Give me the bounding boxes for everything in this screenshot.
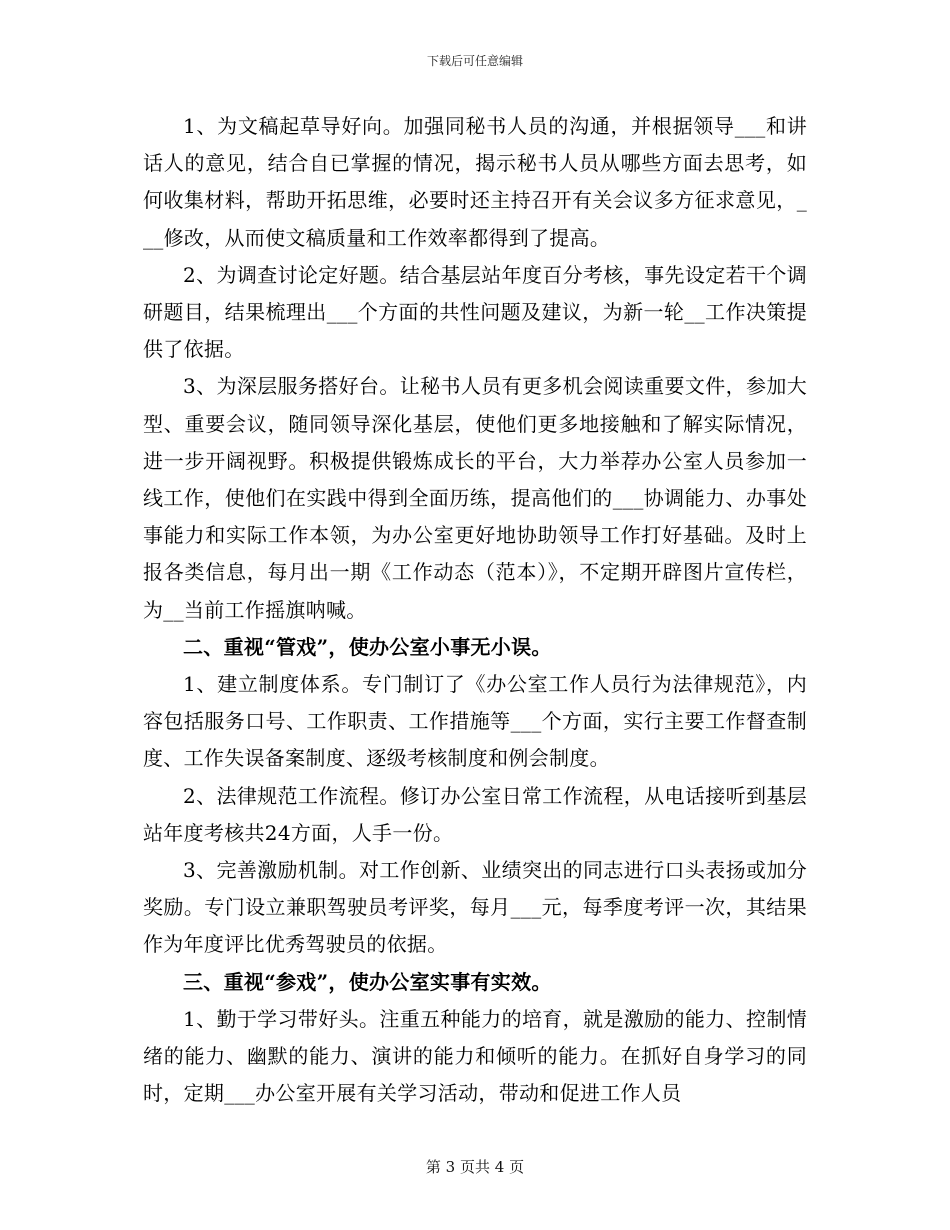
- section-heading-3: 三、重视“参戏”，使办公室实事有实效。: [183, 969, 552, 994]
- page-number: 第 3 页共 4 页: [425, 1158, 525, 1176]
- paragraph-3: 3、为深层服务搭好台。让秘书人员有更多机会阅读重要文件，参加大型、重要会议，随同领导深化基层，使他们更多地接触和了解实际情况，进一步开阔视野。积极提供锻炼成长的平台，大力举荐办公室人员参加一线工作，使他们在实践中得到全面历练，提高他们的___协调能力、办事处事能力和实际工作本领，为办公室更好地协助领导工作打好基础。及时上报各类信息，每月出一期《工作动态（范本）》，不定期开辟图片宣传栏，为__当前工作摇旗呐喊。: [143, 374, 807, 622]
- paragraph-7: 1、勤于学习带好头。注重五种能力的培育，就是激励的能力、控制情绪的能力、幽默的能力、演讲的能力和倾听的能力。在抓好自身学习的同时，定期___办公室开展有关学习活动，带动和促进工作人员: [143, 1006, 807, 1106]
- paragraph-2: 2、为调查讨论定好题。结合基层站年度百分考核，事先设定若干个调研题目，结果梳理出___个方面的共性问题及建议，为新一轮__工作决策提供了依据。: [143, 262, 807, 362]
- paragraph-6: 3、完善激励机制。对工作创新、业绩突出的同志进行口头表扬或加分奖励。专门设立兼职驾驶员考评奖，每月___元，每季度考评一次，其结果作为年度评比优秀驾驶员的依据。: [143, 858, 807, 957]
- paragraph-1: 1、为文稿起草导好向。加强同秘书人员的沟通，并根据领导___和讲话人的意见，结合自已掌握的情况，揭示秘书人员从哪些方面去思考，如何收集材料，帮助开拓思维，必要时还主持召开有关会议多方征求意见，___修改，从而使文稿质量和工作效率都得到了提高。: [143, 114, 807, 250]
- paragraph-5: 2、法律规范工作流程。修订办公室日常工作流程，从电话接听到基层站年度考核共24方面，人手一份。: [143, 783, 807, 845]
- paragraph-4: 1、建立制度体系。专门制订了《办公室工作人员行为法律规范》，内容包括服务口号、工作职责、工作措施等___个方面，实行主要工作督查制度、工作失误备案制度、逐级考核制度和例会制度。: [143, 672, 807, 771]
- document-body: [143, 108, 807, 1112]
- section-heading-2: 二、重视“管戏”，使办公室小事无小误。: [183, 634, 552, 659]
- page-header: 下载后可任意编辑: [426, 54, 523, 68]
